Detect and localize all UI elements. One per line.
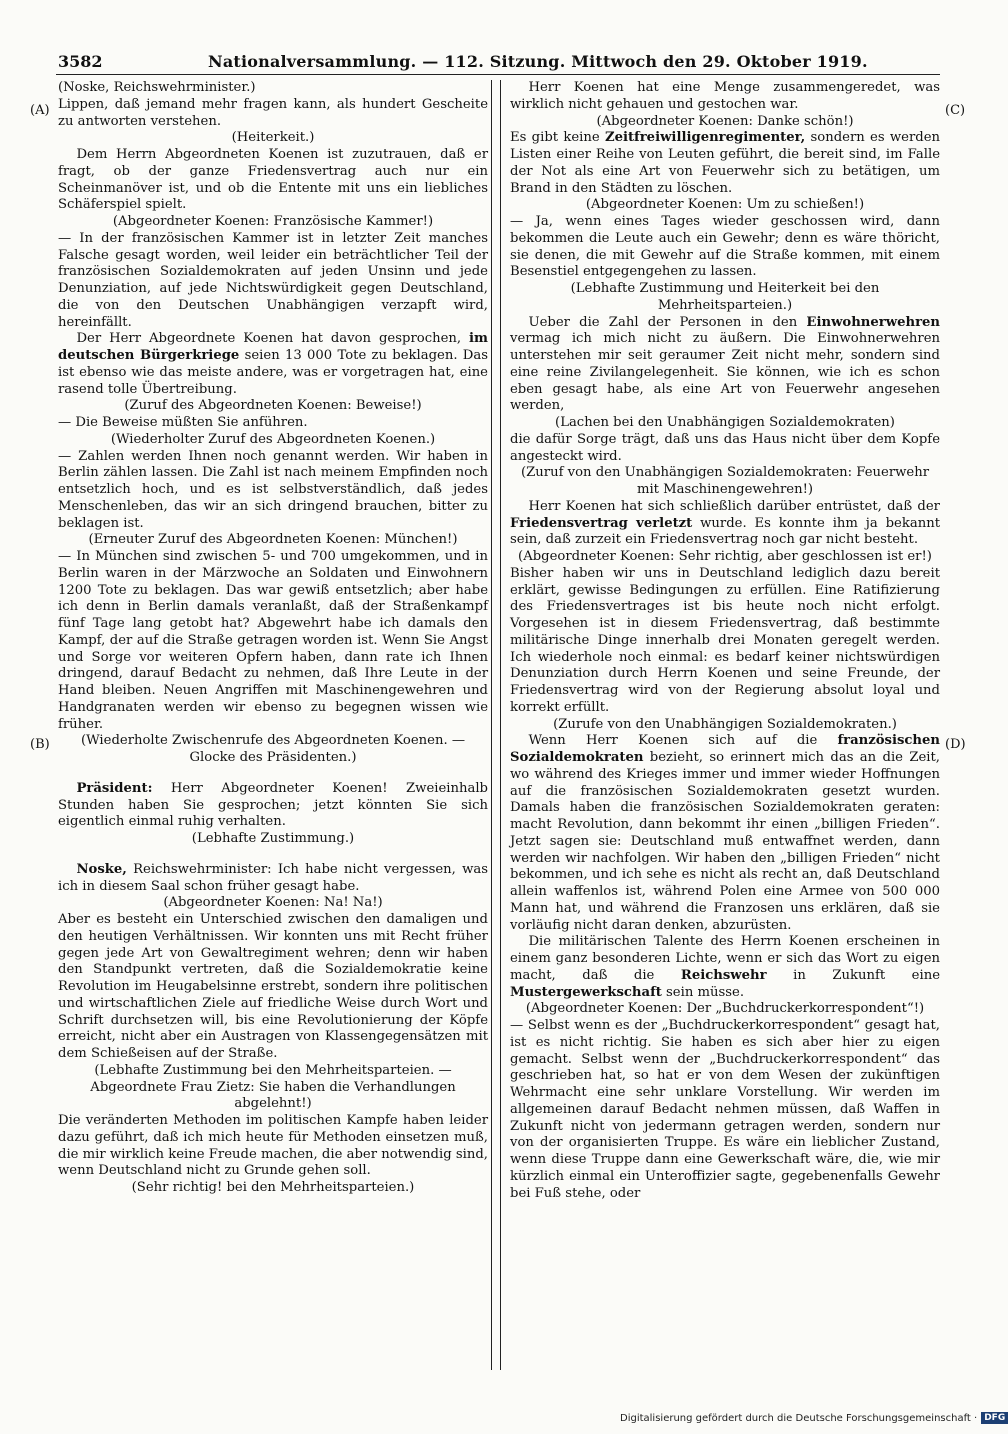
paragraph: Die veränderten Methoden im politischen Kampfe haben leider dazu geführt, daß ich mich heute für Methoden einsetzen muß, die mir wirklich keine Freude machen, die aber notwendig sind, wenn Deutschland nicht zu Grunde gehen soll. xyxy=(58,1113,488,1179)
text-run: Die militärischen Talente des Herrn Koenen erscheinen in einem ganz besonderen Lichte, wenn er sich das Wort zu eigen macht, daß die xyxy=(510,934,940,983)
interjection: (Lebhafte Zustimmung und Heiterkeit bei den Mehrheitsparteien.) xyxy=(570,281,880,313)
interjection: (Abgeordneter Koenen: Na! Na!) xyxy=(163,895,383,911)
speaker-continuation: (Noske, Reichswehrminister.) xyxy=(58,80,256,95)
paragraph: — Selbst wenn es der „Buchdruckerkorrespondent“ gesagt hat, ist es nicht richtig. Sie haben es sich aber hier zu eigen gemacht. Selbst wenn der „Buchdruckerkorrespondent“ das geschrieben hat, so hat er von dem Wesen der zukünftigen Wehrmacht eine sehr unklare Vorstellung. Wir werden im allgemeinen darauf Bedacht nehmen müssen, daß Waffen in Zukunft nicht von jedermann getragen werden, sondern nur von der organisierten Truppe. Es wäre ein lieblicher Zustand, wenn diese Truppe dann eine Gewerkschaft wäre, die, wie mir kürzlich einmal ein Unteroffizier sagte, gegebenenfalls Gewehr bei Fuß stehe, oder xyxy=(510,1018,940,1201)
paragraph xyxy=(510,130,940,197)
dfg-logo: DFG xyxy=(981,1412,1008,1424)
paragraph: — Ja, wenn eines Tages wieder geschossen wird, dann bekommen die Leute auch ein Gewehr; denn es wäre thöricht, sie denen, die mit Gewehr auf die Straße kommen, mit einem Besenstiel entgegengehen zu lassen. xyxy=(510,214,940,280)
emphasis: Mustergewerkschaft xyxy=(510,984,662,1000)
interjection: (Heiterkeit.) xyxy=(231,130,315,146)
paragraph: — In der französischen Kammer ist in letzter Zeit manches Falsche gesagt worden, weil leider ein beträchtlicher Teil der französischen Sozialdemokraten auf jeden Unsinn und jede Denunziation, auf jede Nichtswürdigkeit gegen Deutschland, die von den Deutschen Unabhängigen verzapft wird, hereinfällt. xyxy=(58,230,488,330)
emphasis: Zeitfreiwilligenregimenter, xyxy=(604,130,806,146)
paragraph: die dafür Sorge trägt, daß uns das Haus nicht über dem Kopfe angesteckt wird. xyxy=(510,431,940,464)
right-column xyxy=(510,80,940,1202)
interjection: (Zurufe von den Unabhängigen Sozialdemokraten.) xyxy=(553,716,897,732)
left-column xyxy=(58,80,488,1197)
emphasis: französischen Sozialdemokraten xyxy=(510,733,940,765)
interjection: (Lebhafte Zustimmung bei den Mehrheitsparteien. — Abgeordnete Frau Zietz: Sie haben die Verhandlungen abgelehnt!) xyxy=(90,1062,456,1112)
emphasis: Einwohnerwehren xyxy=(806,314,940,330)
speaker-name: Noske, xyxy=(76,861,127,877)
running-title: Nationalversammlung. — 112. Sitzung. Mittwoch den 29. Oktober 1919. xyxy=(208,52,868,71)
paragraph: Herr Koenen hat eine Menge zusammengeredet, was wirklich nicht gehauen und gestochen war. xyxy=(510,80,940,112)
interjection: (Wiederholte Zwischenrufe des Abgeordneten Koenen. — Glocke des Präsidenten.) xyxy=(80,733,466,765)
paragraph: Dem Herrn Abgeordneten Koenen ist zuzutrauen, daß er fragt, ob der ganze Friedensvertrag auch nur ein Scheinmanöver ist, und ob die Entente mit uns ein liebliches Schäferspiel spielt. xyxy=(58,147,488,213)
footer-credit xyxy=(620,1412,1006,1426)
paragraph: — In München sind zwischen 5- und 700 umgekommen, und in Berlin waren in der Märzwoche an Soldaten und Einwohnern 1200 Tote zu beklagen. Das war gewiß entsetzlich; aber habe ich denn in Berlin damals veranlaßt, daß der Straßenkampf fünf Tage lang getobt hat? Abgewehrt habe ich damals den Kampf, der auf die Straße getragen worden ist. Wenn Sie Angst und Sorge vor weiteren Opfern haben, dann rate ich Ihnen dringend, darauf Bedacht zu nehmen, daß Ihre Leute in der Hand bleiben. Neuen Angriffen mit Maschinengewehren und Handgranaten werden wir ebenso zu begegnen wissen wie früher. xyxy=(58,549,488,732)
emphasis: Friedensvertrag verletzt xyxy=(510,515,693,531)
interjection: (Zuruf von den Unabhängigen Sozialdemokraten: Feuerwehr mit Maschinengewehren!) xyxy=(520,465,930,497)
interjection: (Lebhafte Zustimmung.) xyxy=(191,831,355,846)
page-header xyxy=(58,50,938,74)
text-run: seien 13 000 Tote zu beklagen. Das ist ebenso wie das meiste andere, was er vorgetragen hat, eine rasend tolle Übertreibung. xyxy=(58,348,488,397)
text-run: vermag ich mich nicht zu äußern. Die Einwohnerwehren unterstehen mir seit geraumer Zeit nicht mehr, sondern sind eine reine Zivilangelegenheit. Sie können, wie ich es schon eben gesagt habe, als eine Art von Feuerwehr angesehen werden, xyxy=(510,331,940,414)
text-run: Herr Abgeordneter Koenen! Zweieinhalb Stunden haben Sie gesprochen; jetzt könnten Sie sich eigentlich einmal ruhig verhalten. xyxy=(58,780,488,830)
margin-mark-c: (C) xyxy=(945,103,966,118)
text-run: Reichswehrminister: Ich habe nicht vergessen, was ich in diesem Saal schon früher gesagt habe. xyxy=(58,861,488,894)
paragraph xyxy=(58,331,488,398)
text-run: Es gibt keine xyxy=(510,130,605,146)
paragraph xyxy=(58,781,488,831)
paragraph xyxy=(58,862,488,896)
text-run: Herr Koenen hat sich schließlich darüber entrüstet, daß der xyxy=(528,498,940,514)
text-run: in Zukunft eine xyxy=(766,967,940,983)
interjection: (Abgeordneter Koenen: Der „Buchdruckerkorrespondent“!) xyxy=(525,1001,925,1017)
text-run: sein müsse. xyxy=(661,984,745,1000)
margin-mark-d: (D) xyxy=(945,737,966,752)
page-number: 3582 xyxy=(58,52,103,71)
paragraph: — Zahlen werden Ihnen noch genannt werden. Wir haben in Berlin zählen lassen. Die Zahl ist nach meinem Empfinden noch entsetzlich hoch, und es ist selbstverständlich, daß jedes Menschenleben, das wir an sich dringend brauchen, bitter zu beklagen ist. xyxy=(58,448,488,531)
paragraph xyxy=(510,499,940,549)
text-run: Ueber die Zahl der Personen in den xyxy=(528,314,807,330)
emphasis: im deutschen Bürgerkriege xyxy=(58,331,488,363)
interjection: (Wiederholter Zuruf des Abgeordneten Koenen.) xyxy=(110,431,436,447)
paragraph: Bisher haben wir uns in Deutschland lediglich dazu bereit erklärt, gewisse Bedingungen zu erfüllen. Eine Ratifizierung des Friedensvertrages ist bis heute noch nicht erfolgt. Vorgesehen ist in diesem Friedensvertrag, daß bestimmte militärische Dinge innerhalb drei Monaten geregelt werden. Ich wiederhole noch einmal: es bedarf keiner nichtswürdigen Denunziation durch Herrn Koenen und seine Freunde, der Friedensvertrag wird von der Regierung absolut loyal und korrekt erfüllt. xyxy=(510,565,940,715)
interjection: (Sehr richtig! bei den Mehrheitsparteien.) xyxy=(131,1180,415,1195)
interjection: (Erneuter Zuruf des Abgeordneten Koenen: München!) xyxy=(88,532,458,548)
text-run: bezieht, so erinnert mich das an die Zeit, wo während des Krieges immer und immer wieder Hoffnungen auf die französischen Sozialdemokraten gesetzt wurden. Damals haben die französischen Sozialdemokraten geraten: macht Revolution, dann bekommt ihr einen „billigen Frieden“. Jetzt sagen sie: Deutschland muß entwaffnet werden, dann werden wir nachfolgen. Wir haben den „billigen Frieden“ nicht bekommen, und ich sehe es nicht als recht an, daß Deutschland allein waffenlos ist, während Polen eine Armee von 500 000 Mann hat, und während die Franzosen uns erklären, daß sie vorläufig nicht daran denken, abzurüsten. xyxy=(510,750,940,933)
interjection: (Abgeordneter Koenen: Sehr richtig, aber geschlossen ist er!) xyxy=(518,549,932,564)
paragraph xyxy=(510,934,940,1001)
paragraph xyxy=(510,315,940,416)
speaker-name: Präsident: xyxy=(76,780,153,796)
interjection: (Abgeordneter Koenen: Danke schön!) xyxy=(596,113,854,129)
text-run: wurde. Es konnte ihm ja bekannt sein, daß zurzeit ein Friedensvertrag noch gar nicht besteht. xyxy=(510,515,940,548)
interjection: (Lachen bei den Unabhängigen Sozialdemokraten) xyxy=(555,415,895,430)
margin-mark-a: (A) xyxy=(30,103,50,118)
paragraph: Aber es besteht ein Unterschied zwischen den damaligen und den heutigen Verhältnissen. Wir konnten uns mit Recht früher gegen jede Art von Gewaltregiment wehren; denn wir haben den Standpunkt vertreten, daß die Sozialdemokratie keine Revolution im Heugabelsinne erstrebt, sondern ihre politischen und wirtschaftlichen Ziele auf friedliche Weise durch Wort und Schrift durchsetzen will, bis eine Revolutionierung der Köpfe erreicht, nicht aber ein Austragen von Klassengegensätzen mit dem Schießeisen auf der Straße. xyxy=(58,912,488,1061)
emphasis: Reichswehr xyxy=(680,967,767,983)
credit-text: Digitalisierung gefördert durch die Deutsche Forschungsgemeinschaft · xyxy=(620,1413,978,1424)
text-run: Der Herr Abgeordnete Koenen hat davon gesprochen, xyxy=(76,331,470,347)
interjection: (Abgeordneter Koenen: Französische Kammer!) xyxy=(112,214,434,229)
paragraph xyxy=(510,733,940,934)
column-divider xyxy=(491,80,501,1370)
interjection: (Abgeordneter Koenen: Um zu schießen!) xyxy=(585,197,865,213)
paragraph: — Die Beweise müßten Sie anführen. xyxy=(58,415,308,430)
text-run: Wenn Herr Koenen sich auf die xyxy=(528,733,838,749)
text-run: sondern es werden Listen einer Reihe von Leuten geführt, die bereit sind, im Falle der Not als eine Art von Feuerwehr sich zu betätigen, um Brand in den Städten zu löschen. xyxy=(510,130,941,196)
paragraph: Lippen, daß jemand mehr fragen kann, als hundert Gescheite zu antworten verstehen. xyxy=(58,96,488,129)
margin-mark-b: (B) xyxy=(30,737,50,752)
interjection: (Zuruf des Abgeordneten Koenen: Beweise!) xyxy=(124,398,422,414)
header-rule xyxy=(56,74,940,75)
